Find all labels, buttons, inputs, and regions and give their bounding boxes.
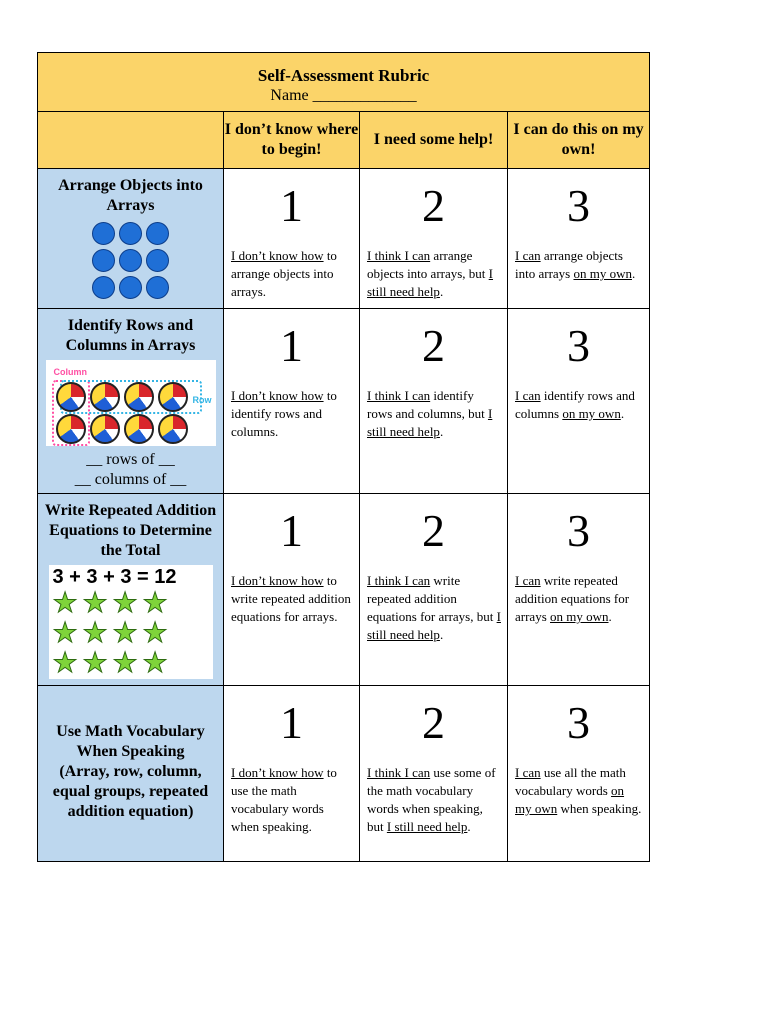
score-cell: [224, 309, 360, 494]
score-description: [224, 558, 359, 626]
score-cell: [224, 686, 360, 862]
description-text: use all the math vocabulary words: [515, 765, 626, 798]
score-description: [360, 373, 507, 441]
description-text: to use the math vocabulary words when speaking.: [231, 765, 337, 834]
description-text: identify rows and columns, but: [367, 388, 488, 421]
score-cell: [360, 686, 508, 862]
score-number: 1: [280, 505, 303, 556]
score-number: 2: [422, 320, 445, 371]
addition-equation: 3 + 3 + 3 = 12: [52, 566, 177, 588]
underlined-phrase: I still need help: [367, 266, 494, 299]
score-cell: [360, 309, 508, 494]
dot: [119, 276, 142, 299]
underlined-phrase: on my own: [573, 266, 632, 281]
dot: [92, 276, 115, 299]
description-text: to identify rows and columns.: [231, 388, 337, 439]
rubric-row: [38, 309, 650, 494]
underlined-phrase: on my own: [515, 783, 625, 816]
dot: [119, 249, 142, 272]
description-text: write repeated addition equations for arrays, but: [367, 573, 497, 624]
rubric-title: Self-Assessment Rubric: [257, 66, 430, 85]
score-description: [224, 233, 359, 301]
description-text: .: [439, 284, 444, 299]
rubric-table: [37, 52, 650, 862]
skill-label: Write Repeated Addition Equations to Determine the Total: [44, 502, 217, 559]
title-cell: [38, 53, 650, 112]
score-cell: [224, 494, 360, 686]
skill-label: Arrange Objects into Arrays: [58, 177, 203, 214]
vocabulary-list: (Array, row, column, equal groups, repeated addition equation): [52, 763, 209, 820]
underlined-phrase: I still need help: [367, 406, 493, 439]
row-label: Row: [192, 395, 212, 405]
score-number: 3: [567, 505, 591, 556]
description-text: to write repeated addition equations for arrays.: [231, 573, 351, 624]
star-icon: ★: [112, 646, 138, 679]
score-description: [224, 373, 359, 441]
underlined-phrase: I think I can: [367, 573, 431, 588]
star-icon: ★: [52, 646, 78, 679]
star-icon: ★: [52, 616, 78, 649]
star-icon: ★: [142, 586, 168, 619]
score-number: 2: [422, 180, 445, 231]
beach-ball-icon: [124, 414, 154, 444]
description-text: arrange objects into arrays: [515, 248, 623, 281]
description-text: write repeated addition equations for arrays: [515, 573, 630, 624]
header-level-2: I need some help!: [360, 112, 508, 169]
score-number: 2: [422, 697, 445, 748]
skill-cell: [38, 494, 224, 686]
rubric-row: [38, 494, 650, 686]
underlined-phrase: I can: [515, 765, 541, 780]
rows-of-blank: __ rows of __: [86, 451, 175, 468]
dots-array-image: [38, 222, 223, 299]
score-cell: [360, 494, 508, 686]
star-icon: ★: [82, 586, 108, 619]
underlined-phrase: I still need help: [367, 609, 501, 642]
dot: [92, 249, 115, 272]
underlined-phrase: I can: [515, 388, 541, 403]
beach-ball-icon: [158, 382, 188, 412]
dot: [119, 222, 142, 245]
score-description: [508, 233, 649, 283]
columns-of-blank: __ columns of __: [74, 471, 187, 488]
description-text: .: [631, 266, 636, 281]
skill-cell: [38, 686, 224, 862]
rows-columns-image: [46, 360, 216, 446]
column-label: Column: [53, 367, 87, 377]
dot: [92, 222, 115, 245]
underlined-phrase: on my own: [562, 406, 621, 421]
underlined-phrase: I don’t know how: [231, 573, 324, 588]
description-text: .: [467, 819, 471, 834]
beach-ball-icon: [56, 382, 86, 412]
description-text: .: [439, 627, 444, 642]
underlined-phrase: I don’t know how: [231, 765, 324, 780]
score-cell: [508, 309, 650, 494]
underlined-phrase: I can: [515, 248, 541, 263]
score-cell: [224, 169, 360, 309]
beach-ball-icon: [56, 414, 86, 444]
score-description: [360, 750, 507, 836]
description-text: to arrange objects into arrays.: [231, 248, 337, 299]
underlined-phrase: I don’t know how: [231, 248, 324, 263]
description-text: when speaking.: [557, 801, 642, 816]
skill-label: Identify Rows and Columns in Arrays: [65, 317, 196, 354]
score-number: 1: [280, 320, 303, 371]
score-cell: [508, 494, 650, 686]
description-text: use some of the math vocabulary words when speaking, but: [367, 765, 496, 834]
dot: [146, 276, 169, 299]
rubric-row: [38, 169, 650, 309]
header-blank-cell: [38, 112, 224, 169]
star-icon: ★: [112, 586, 138, 619]
score-number: 3: [567, 320, 591, 371]
name-line: Name _____________: [270, 87, 417, 104]
beach-ball-icon: [90, 414, 120, 444]
description-text: .: [608, 609, 612, 624]
dot: [146, 222, 169, 245]
score-number: 3: [567, 180, 591, 231]
star-icon: ★: [112, 616, 138, 649]
header-level-1: I don’t know where to begin!: [224, 112, 360, 169]
rubric-row: [38, 686, 650, 862]
skill-cell: [38, 169, 224, 309]
beach-ball-icon: [90, 382, 120, 412]
skill-label: Use Math Vocabulary When Speaking: [56, 723, 205, 760]
description-text: identify rows and columns: [515, 388, 635, 421]
star-icon: ★: [142, 646, 168, 679]
score-number: 1: [280, 697, 303, 748]
header-level-3: I can do this on my own!: [508, 112, 650, 169]
stars-equation-image: [49, 565, 213, 679]
underlined-phrase: I think I can: [367, 388, 431, 403]
description-text: .: [620, 406, 625, 421]
score-description: [508, 750, 649, 818]
score-description: [360, 233, 507, 301]
star-icon: ★: [82, 646, 108, 679]
underlined-phrase: I think I can: [367, 248, 431, 263]
skill-cell: [38, 309, 224, 494]
score-description: [508, 558, 649, 626]
dot: [146, 249, 169, 272]
score-number: 3: [567, 697, 591, 748]
score-description: [508, 373, 649, 423]
underlined-phrase: I can: [515, 573, 541, 588]
star-icon: ★: [52, 586, 78, 619]
underlined-phrase: I don’t know how: [231, 388, 324, 403]
score-number: 2: [422, 505, 445, 556]
star-icon: ★: [82, 616, 108, 649]
underlined-phrase: on my own: [550, 609, 609, 624]
beach-ball-icon: [124, 382, 154, 412]
score-cell: [508, 169, 650, 309]
score-cell: [360, 169, 508, 309]
beach-ball-icon: [158, 414, 188, 444]
underlined-phrase: I still need help: [386, 819, 468, 834]
score-description: [224, 750, 359, 836]
score-description: [360, 558, 507, 644]
star-icon: ★: [142, 616, 168, 649]
score-cell: [508, 686, 650, 862]
description-text: arrange objects into arrays, but: [367, 248, 489, 281]
score-number: 1: [280, 180, 303, 231]
description-text: .: [439, 424, 444, 439]
underlined-phrase: I think I can: [367, 765, 431, 780]
